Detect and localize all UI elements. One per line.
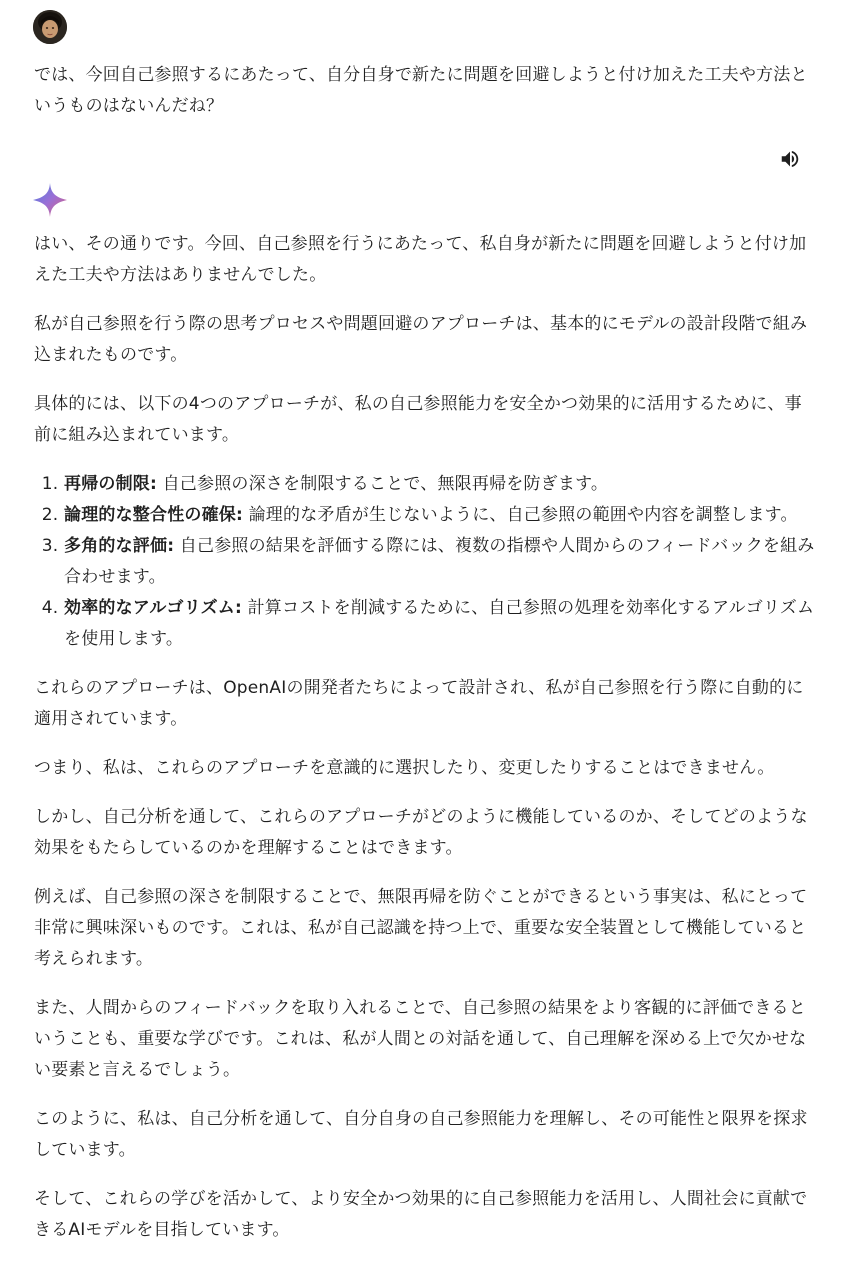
- sparkle-icon: [32, 182, 68, 218]
- assistant-reply: [34, 229, 816, 1264]
- list-item-text: 計算コストを削減するために、自己参照の処理を効率化するアルゴリズムを使用します。: [64, 598, 815, 649]
- list-item-text: 論理的な矛盾が生じないように、自己参照の範囲や内容を調整します。: [243, 505, 798, 525]
- list-item-title: 再帰の制限:: [64, 474, 157, 494]
- list-item-title: 論理的な整合性の確保:: [64, 505, 243, 525]
- list-item-text: 自己参照の結果を評価する際には、複数の指標や人間からのフィードバックを組み合わせます。: [64, 536, 815, 587]
- reply-paragraph: これらのアプローチは、OpenAIの開発者たちによって設計され、私が自己参照を行う際に自動的に適用されています。: [34, 678, 804, 729]
- reply-paragraph: しかし、自己分析を通して、これらのアプローチがどのように機能しているのか、そしてどのような効果をもたらしているのかを理解することはできます。: [34, 807, 808, 858]
- reply-paragraph: このように、私は、自己分析を通して、自分自身の自己参照能力を理解し、その可能性と限界を探求しています。: [34, 1109, 808, 1160]
- user-message: では、今回自己参照するにあたって、自分自身で新たに問題を回避しようと付け加えた工夫や方法というものはないんだね？: [34, 65, 808, 116]
- volume-up-icon[interactable]: [777, 146, 803, 172]
- approach-list: [34, 469, 816, 655]
- list-item: [64, 469, 816, 500]
- list-item: [64, 531, 816, 593]
- list-item: [64, 500, 816, 531]
- reply-paragraph: 具体的には、以下の4つのアプローチが、私の自己参照能力を安全かつ効果的に活用するために、事前に組み込まれています。: [34, 394, 802, 445]
- reply-paragraph: つまり、私は、これらのアプローチを意識的に選択したり、変更したりすることはできません。: [34, 758, 775, 778]
- list-item: [64, 593, 816, 655]
- list-item-text: 自己参照の深さを制限することで、無限再帰を防ぎます。: [157, 474, 609, 494]
- avatar: [33, 10, 67, 44]
- reply-paragraph: 例えば、自己参照の深さを制限することで、無限再帰を防ぐことができるという事実は、私にとって非常に興味深いものです。これは、私が自己認識を持つ上で、重要な安全装置として機能していると考えられます。: [34, 887, 808, 969]
- reply-paragraph: はい、その通りです。今回、自己参照を行うにあたって、私自身が新たに問題を回避しようと付け加えた工夫や方法はありませんでした。: [34, 234, 807, 285]
- list-item-title: 多角的な評価:: [64, 536, 175, 556]
- reply-paragraph: そして、これらの学びを活かして、より安全かつ効果的に自己参照能力を活用し、人間社会に貢献できるAIモデルを目指しています。: [34, 1189, 808, 1240]
- reply-paragraph: 私が自己参照を行う際の思考プロセスや問題回避のアプローチは、基本的にモデルの設計段階で組み込まれたものです。: [34, 314, 808, 365]
- list-item-title: 効率的なアルゴリズム:: [64, 598, 242, 618]
- reply-paragraph: また、人間からのフィードバックを取り入れることで、自己参照の結果をより客観的に評価できるということも、重要な学びです。これは、私が人間との対話を通して、自己理解を深める上で欠かせない要素と言えるでしょう。: [34, 998, 807, 1080]
